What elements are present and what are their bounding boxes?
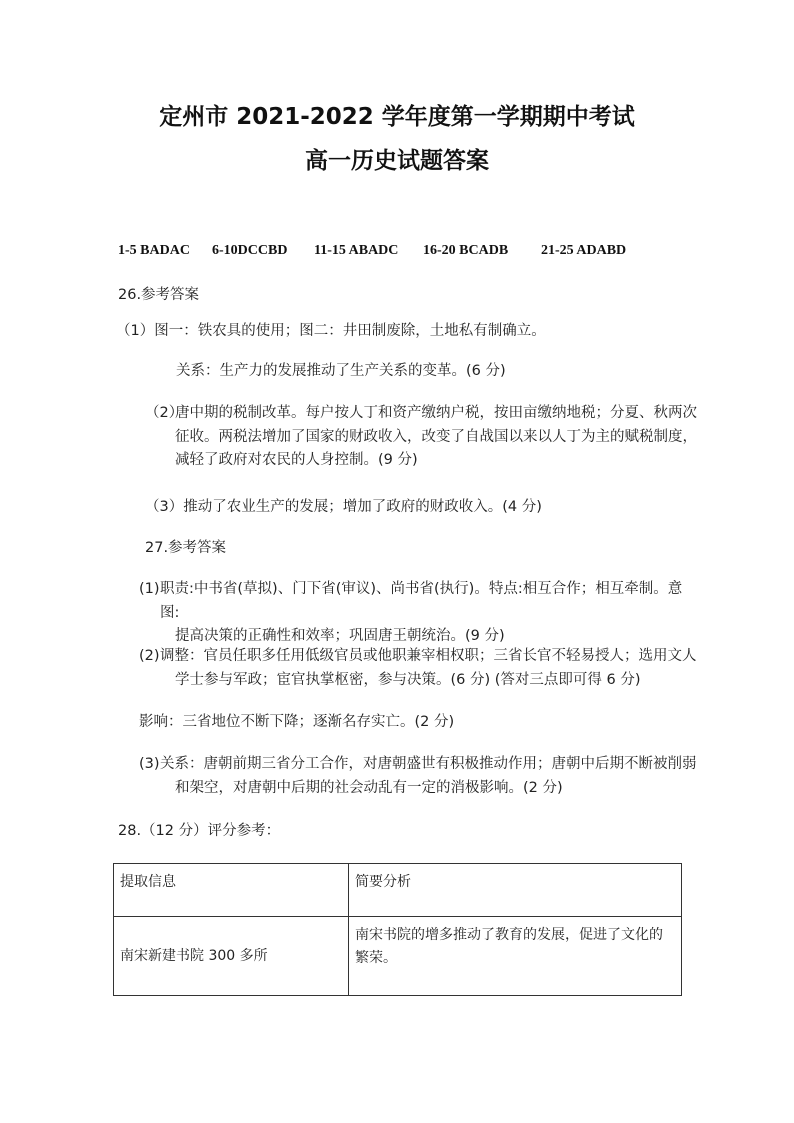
q27-part3-line: 关系：唐朝前期三省分工合作，对唐朝盛世有积极推动作用；唐朝中后期不断被削弱 bbox=[160, 756, 697, 772]
table-row bbox=[114, 917, 682, 996]
q26-heading: 26.参考答案 bbox=[118, 287, 200, 303]
page-title: 定州市 2021-2022 学年度第一学期期中考试 bbox=[159, 104, 635, 130]
q27-part1-line: 提高决策的正确性和效率；巩固唐王朝统治。(9 分) bbox=[175, 628, 505, 644]
q26-part2 bbox=[145, 402, 705, 473]
q27-part2 bbox=[139, 645, 699, 692]
q27-part3 bbox=[139, 753, 699, 800]
q27-part3-line: 和架空，对唐朝中后期的社会动乱有一定的消极影响。(2 分) bbox=[175, 779, 563, 796]
scoring-table bbox=[113, 863, 682, 996]
q26-part2-number: （2） bbox=[145, 405, 184, 421]
q27-heading: 27.参考答案 bbox=[145, 540, 227, 556]
q27-impact: 影响：三省地位不断下降；逐渐名存实亡。(2 分) bbox=[139, 714, 455, 730]
page-subtitle: 高一历史试题答案 bbox=[305, 148, 489, 174]
q27-part2-number: (2) bbox=[139, 648, 160, 664]
q26-part2-line: 唐中期的税制改革。每户按人丁和资产缴纳户税，按田亩缴纳地税；分夏、秋两次 bbox=[175, 405, 697, 421]
q26-part2-line: 征收。两税法增加了国家的财政收入，改变了自战国以来以人丁为主的赋税制度， bbox=[175, 428, 697, 445]
answer-group: 1-5 BADAC bbox=[118, 243, 190, 258]
q26-part2-line: 减轻了政府对农民的人身控制。(9 分) bbox=[175, 452, 418, 468]
q26-part1: （1）图一：铁农具的使用；图二：井田制废除，土地私有制确立。 bbox=[116, 323, 546, 339]
table-header-row bbox=[114, 864, 682, 917]
answer-group: 16-20 BCADB bbox=[423, 243, 509, 258]
q26-part1-relation: 关系：生产力的发展推动了生产关系的变革。(6 分) bbox=[176, 363, 506, 379]
table-cell: 南宋新建书院 300 多所 bbox=[114, 917, 349, 996]
q27-part1-number: (1) bbox=[139, 581, 160, 597]
q27-part3-number: (3) bbox=[139, 756, 160, 772]
q28-heading: 28.（12 分）评分参考： bbox=[118, 823, 281, 839]
table-header-cell: 简要分析 bbox=[349, 864, 682, 917]
table-header-cell: 提取信息 bbox=[114, 864, 349, 917]
q27-part2-line: 学士参与军政；宦官执掌枢密，参与决策。(6 分) (答对三点即可得 6 分) bbox=[175, 671, 641, 688]
answer-group: 21-25 ADABD bbox=[541, 243, 627, 258]
q27-part2-line: 调整：官员任职多任用低级官员或他职兼宰相权职；三省长官不轻易授人；选用文人 bbox=[160, 648, 697, 664]
answer-group: 11-15 ABADC bbox=[314, 243, 399, 258]
q27-part1 bbox=[139, 578, 699, 649]
table-cell: 南宋书院的增多推动了教育的发展，促进了文化的繁荣。 bbox=[349, 917, 682, 996]
answer-group: 6-10DCCBD bbox=[212, 243, 288, 258]
q26-part3: （3）推动了农业生产的发展；增加了政府的财政收入。(4 分) bbox=[145, 499, 542, 515]
q27-part1-line: 职责:中书省(草拟)、门下省(审议)、尚书省(执行)。特点:相互合作；相互牵制。意图: bbox=[160, 581, 683, 621]
